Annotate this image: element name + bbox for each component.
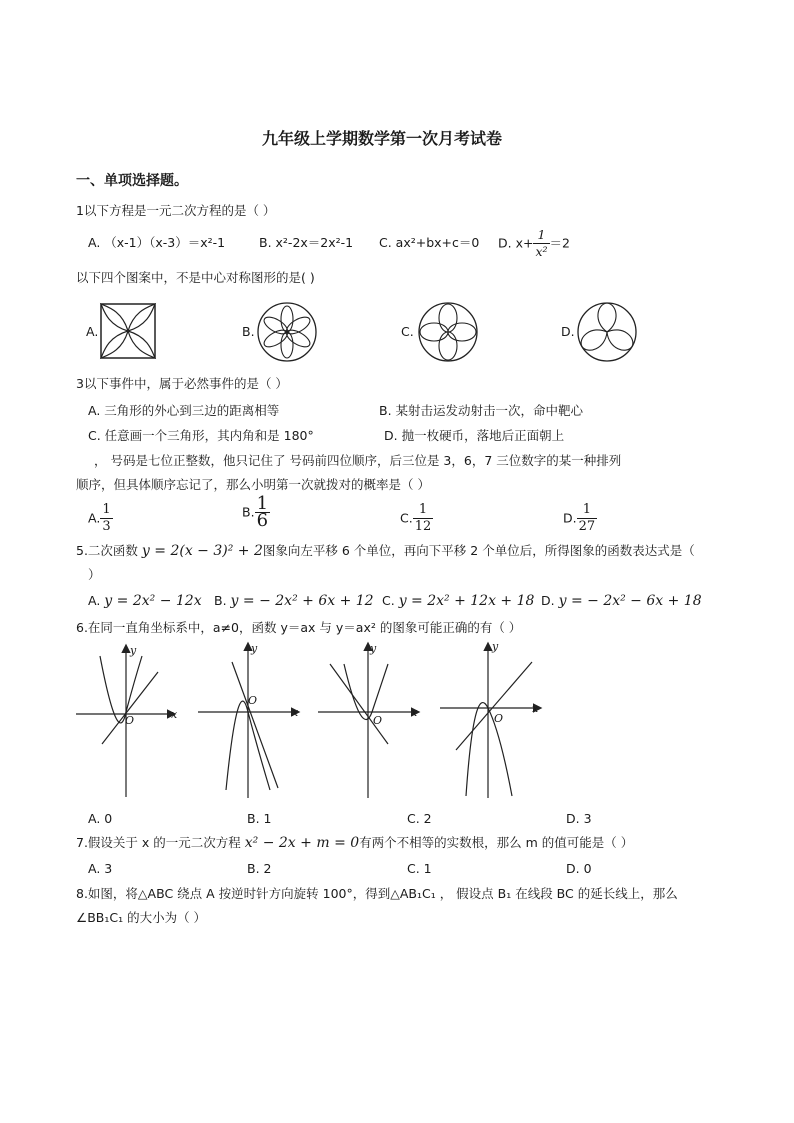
page-title: 九年级上学期数学第一次月考试卷 bbox=[262, 129, 503, 148]
q4-option-d: D. $\frac{1}{27}$ bbox=[563, 502, 596, 534]
graph-a-origin: O bbox=[125, 714, 135, 727]
graph-c-origin: O bbox=[373, 714, 383, 727]
graph-a-y-label: y bbox=[130, 644, 137, 657]
q6-option-a: A. 0 bbox=[88, 811, 113, 826]
graph-d-y-label: y bbox=[492, 640, 499, 653]
q5-option-c: C. y = 2x² + 12x + 18 bbox=[382, 593, 535, 609]
q7-option-b: B. 2 bbox=[247, 861, 272, 876]
figure-circle-three-petals bbox=[576, 301, 638, 363]
q1-option-c: C. ax²+bx+c＝0 bbox=[379, 235, 480, 250]
q7-option-a: A. 3 bbox=[88, 861, 113, 876]
figure-circle-six-petals bbox=[256, 301, 318, 363]
q1-option-a: A. （x-1）（x-3）＝x²-1 bbox=[88, 235, 226, 250]
q3-stem: 3以下事件中，属于必然事件的是（ ） bbox=[76, 376, 288, 391]
graph-b bbox=[196, 640, 306, 802]
q7-option-c: C. 1 bbox=[407, 861, 432, 876]
q4-stem-line1: ， 号码是七位正整数，他只记住了 号码前四位顺序，后三位是 3，6，7 三位数字的某一种排列 bbox=[94, 453, 622, 468]
q5-stem: 5.二次函数 y = 2(x − 3)² + 2图象向左平移 6 个单位，再向下平移 2 个单位后，所得图象的函数表达式是（ bbox=[76, 543, 695, 559]
figure-square-petals bbox=[100, 303, 156, 359]
q1-stem: 1以下方程是一元二次方程的是（ ） bbox=[76, 203, 276, 218]
q4-stem-line2: 顺序，但具体顺序忘记了，那么小明第一次就拨对的概率是（ ） bbox=[76, 477, 430, 492]
graph-b-y-label: y bbox=[251, 642, 258, 655]
q6-option-d: D. 3 bbox=[566, 811, 592, 826]
q3-option-d: D. 抛一枚硬币，落地后正面朝上 bbox=[384, 428, 565, 443]
q3-option-b: B. 某射击运发动射击一次，命中靶心 bbox=[379, 403, 584, 418]
q1-option-b: B. x²-2x＝2x²-1 bbox=[259, 235, 354, 250]
q2-option-b: B. bbox=[242, 324, 255, 339]
q6-option-b: B. 1 bbox=[247, 811, 272, 826]
graph-b-origin: O bbox=[248, 694, 258, 707]
q5-option-a: A. y = 2x² − 12x bbox=[88, 593, 202, 609]
q5-option-b: B. y = − 2x² + 6x + 12 bbox=[214, 593, 374, 609]
q5-option-d: D. y = − 2x² − 6x + 18 bbox=[541, 593, 702, 609]
q5-stem-line2: ） bbox=[88, 567, 101, 582]
q4-option-c: C. $\frac{1}{12}$ bbox=[400, 502, 432, 534]
graph-d bbox=[438, 640, 548, 802]
q2-option-a: A. bbox=[86, 324, 99, 339]
q2-option-c: C. bbox=[401, 324, 414, 339]
q7-stem: 7.假设关于 x 的一元二次方程 x² − 2x + m = 0有两个不相等的实数根，那么 m 的值可能是（ ） bbox=[76, 835, 634, 851]
q6-stem: 6.在同一直角坐标系中，a≠0，函数 y＝ax 与 y＝ax² 的图象可能正确的有（ ） bbox=[76, 620, 522, 635]
graph-d-origin: O bbox=[494, 712, 504, 725]
graph-c-y-label: y bbox=[370, 642, 377, 655]
q8-stem-line1: 8.如图，将△ABC 绕点 A 按逆时针方向旋转 100°，得到△AB₁C₁ ， 假设点 B₁ 在线段 BC 的延长线上，那么 bbox=[76, 886, 678, 901]
q2-option-d: D. bbox=[561, 324, 575, 339]
graph-a-x-label: x bbox=[171, 708, 178, 721]
q3-option-c: C. 任意画一个三角形，其内角和是 180° bbox=[88, 428, 314, 443]
q6-option-c: C. 2 bbox=[407, 811, 432, 826]
graph-d-x-label: x bbox=[532, 702, 539, 715]
figure-circle-four-petals bbox=[417, 301, 479, 363]
graph-c-x-label: x bbox=[411, 706, 418, 719]
q3-option-a: A. 三角形的外心到三边的距离相等 bbox=[88, 403, 280, 418]
graph-b-x-label: x bbox=[292, 706, 299, 719]
q7-option-d: D. 0 bbox=[566, 861, 592, 876]
graph-c bbox=[316, 640, 426, 802]
section-heading: 一、单项选择题。 bbox=[76, 173, 188, 189]
q1-option-d: D. x+ $\frac{1}{\text{x²}}$ ＝2 bbox=[498, 227, 570, 259]
q4-option-b: B. $\frac{1}{6}$ bbox=[242, 493, 269, 531]
q4-option-a: A. $\frac{1}{3}$ bbox=[88, 502, 111, 534]
q8-stem-line2: ∠BB₁C₁ 的大小为（ ） bbox=[76, 910, 207, 925]
q2-stem: 以下四个图案中，不是中心对称图形的是( ) bbox=[76, 270, 315, 285]
